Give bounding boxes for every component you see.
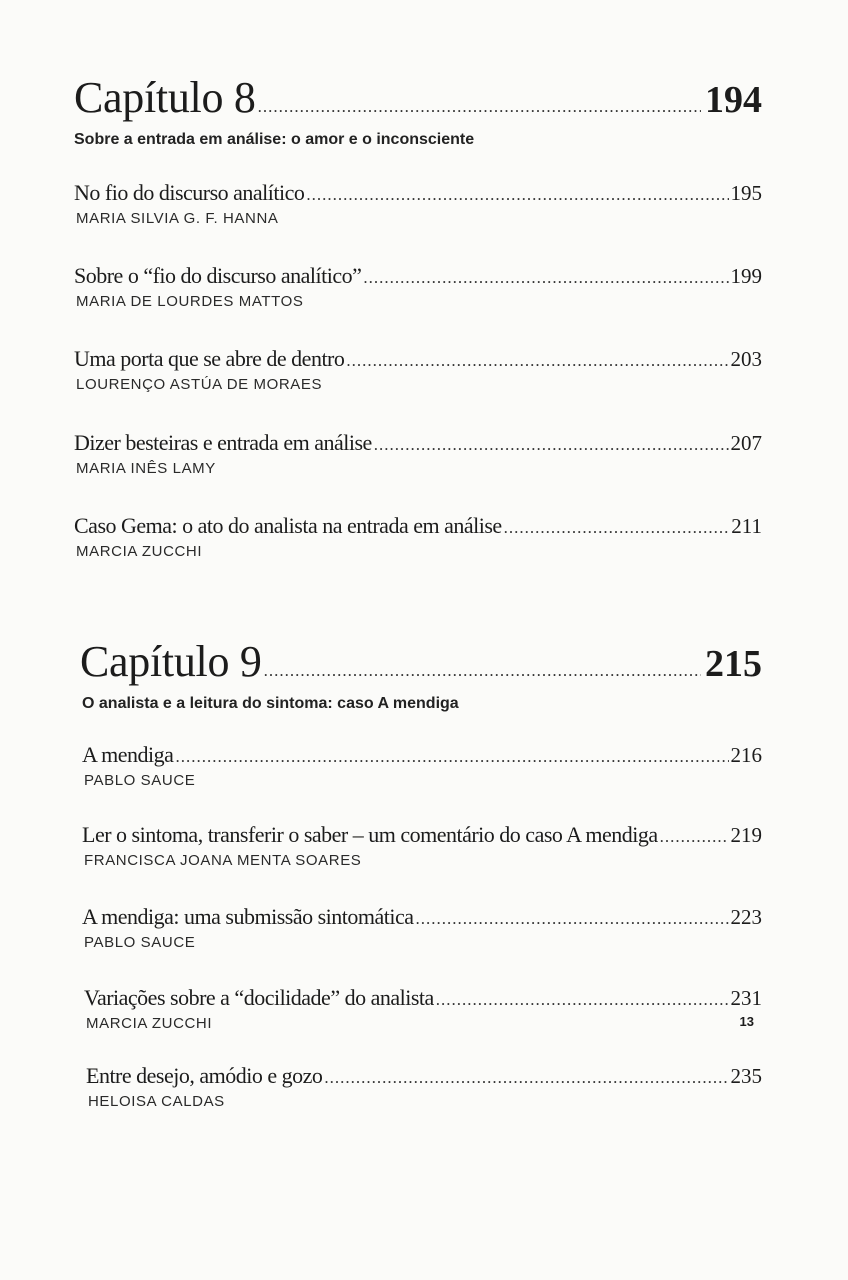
- entry-author: MARIA INÊS LAMY: [76, 460, 216, 477]
- leader-dots: [374, 435, 729, 455]
- entry-title: Sobre o “fio do discurso analítico”: [74, 263, 362, 288]
- chapter-subtitle: O analista e a leitura do sintoma: caso A mendiga: [82, 695, 459, 712]
- leader-dots: [264, 661, 701, 681]
- chapter-title: Capítulo 8: [74, 73, 256, 122]
- entry-page: 219: [730, 823, 762, 847]
- toc-entry: [0, 263, 848, 310]
- toc-entry: [0, 822, 848, 869]
- toc-entry: [0, 513, 848, 560]
- leader-dots: [660, 827, 729, 847]
- leader-dots: [306, 185, 728, 205]
- chapter-9-header: [0, 636, 848, 713]
- entry-title: Entre desejo, amódio e gozo: [86, 1063, 323, 1088]
- entry-author: MARIA SILVIA G. F. HANNA: [76, 210, 279, 227]
- entry-author: HELOISA CALDAS: [88, 1093, 225, 1110]
- entry-page: 211: [731, 514, 762, 538]
- entry-page: 199: [730, 264, 762, 288]
- toc-entry: [0, 430, 848, 477]
- entry-author: MARIA DE LOURDES MATTOS: [76, 293, 304, 310]
- entry-page: 231: [730, 986, 762, 1010]
- entry-title: Variações sobre a “docilidade” do analista: [84, 985, 434, 1010]
- entry-title: Caso Gema: o ato do analista na entrada em análise: [74, 513, 502, 538]
- entry-title: Ler o sintoma, transferir o saber – um comentário do caso A mendiga: [82, 822, 658, 847]
- leader-dots: [346, 351, 728, 371]
- entry-page: 207: [730, 431, 762, 455]
- toc-entry: [0, 1063, 848, 1110]
- leader-dots: [324, 1068, 728, 1088]
- leader-dots: [363, 268, 728, 288]
- entry-page: 216: [730, 743, 762, 767]
- chapter-page: 194: [705, 79, 762, 121]
- chapter-title: Capítulo 9: [80, 637, 262, 686]
- chapter-page: 215: [705, 643, 762, 685]
- leader-dots: [436, 990, 729, 1010]
- entry-page: 235: [730, 1064, 762, 1088]
- leader-dots: [258, 97, 701, 117]
- entry-title: No fio do discurso analítico: [74, 180, 305, 205]
- entry-page: 223: [730, 905, 762, 929]
- entry-author: LOURENÇO ASTÚA DE MORAES: [76, 376, 323, 393]
- entry-page: 195: [730, 181, 762, 205]
- entry-page: 203: [730, 347, 762, 371]
- toc-entry: [0, 904, 848, 951]
- entry-author: FRANCISCA JOANA MENTA SOARES: [84, 852, 362, 869]
- chapter-subtitle: Sobre a entrada em análise: o amor e o inconsciente: [74, 131, 475, 148]
- toc-entry: [0, 742, 848, 789]
- entry-title: A mendiga: [82, 742, 174, 767]
- toc-entry: [0, 346, 848, 393]
- page-number: 13: [739, 1014, 754, 1029]
- entry-title: Uma porta que se abre de dentro: [74, 346, 345, 371]
- entry-author: MARCIA ZUCCHI: [76, 543, 203, 560]
- entry-author: PABLO SAUCE: [84, 934, 196, 951]
- entry-title: A mendiga: uma submissão sintomática: [82, 904, 414, 929]
- toc-entry: [0, 985, 848, 1032]
- entry-author: MARCIA ZUCCHI: [86, 1015, 213, 1032]
- chapter-8-header: [0, 72, 848, 149]
- leader-dots: [175, 747, 728, 767]
- entry-author: PABLO SAUCE: [84, 772, 196, 789]
- toc-entry: [0, 180, 848, 227]
- entry-title: Dizer besteiras e entrada em análise: [74, 430, 372, 455]
- leader-dots: [504, 518, 730, 538]
- leader-dots: [416, 909, 729, 929]
